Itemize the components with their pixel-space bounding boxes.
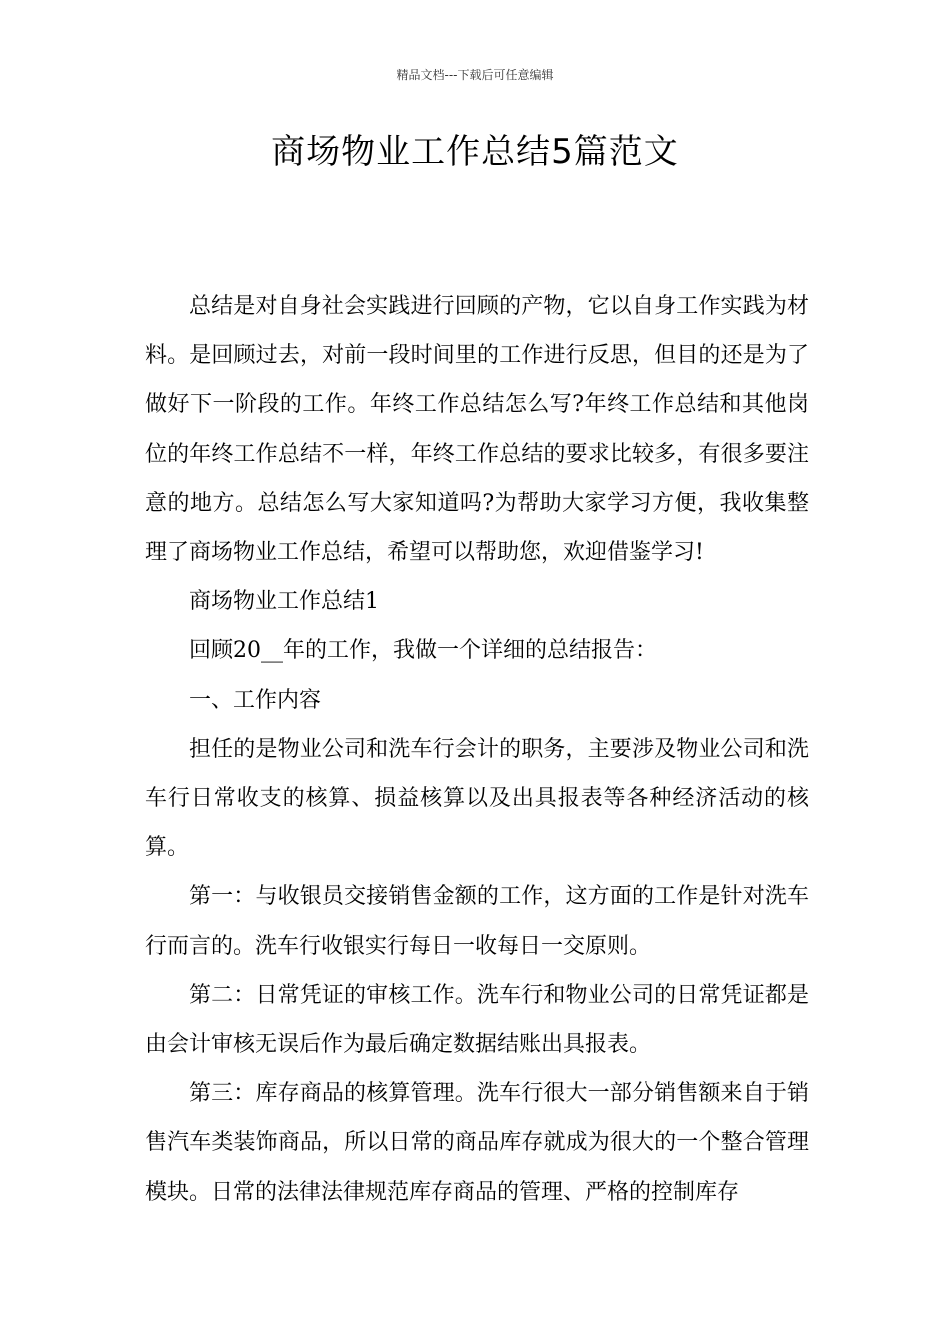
intro-paragraph: 总结是对自身社会实践进行回顾的产物，它以自身工作实践为材料。是回顾过去，对前一段时间里的工作进行反思，但目的还是为了做好下一阶段的工作。年终工作总结怎么写?年终工作总结和其他岗位的年终工作总结不一样，年终工作总结的要求比较多，有很多要注意的地方。总结怎么写大家知道吗?为帮助大家学习方便，我收集整理了商场物业工作总结，希望可以帮助您，欢迎借鉴学习!: [145, 294, 809, 566]
body-paragraph: 第一：与收银员交接销售金额的工作，这方面的工作是针对洗车行而言的。洗车行收银实行每日一收每日一交原则。: [145, 884, 809, 959]
document-body: [145, 282, 809, 1217]
body-paragraph: 回顾20__年的工作，我做一个详细的总结报告：: [189, 638, 657, 664]
subsection-heading: 一、工作内容: [189, 687, 322, 713]
header-note: 精品文档---下载后可任意编辑: [396, 68, 554, 82]
section-heading: 商场物业工作总结1: [189, 589, 379, 615]
body-paragraph: 担任的是物业公司和洗车行会计的职务，主要涉及物业公司和洗车行日常收支的核算、损益核算以及出具报表等各种经济活动的核算。: [145, 736, 809, 861]
document-title: 商场物业工作总结5篇范文: [271, 132, 679, 172]
body-paragraph: 第二：日常凭证的审核工作。洗车行和物业公司的日常凭证都是由会计审核无误后作为最后确定数据结账出具报表。: [145, 982, 809, 1058]
body-paragraph: 第三：库存商品的核算管理。洗车行很大一部分销售额来自于销售汽车类装饰商品，所以日常的商品库存就成为很大的一个整合管理模块。日常的法律法律规范库存商品的管理、严格的控制库存: [145, 1081, 809, 1205]
